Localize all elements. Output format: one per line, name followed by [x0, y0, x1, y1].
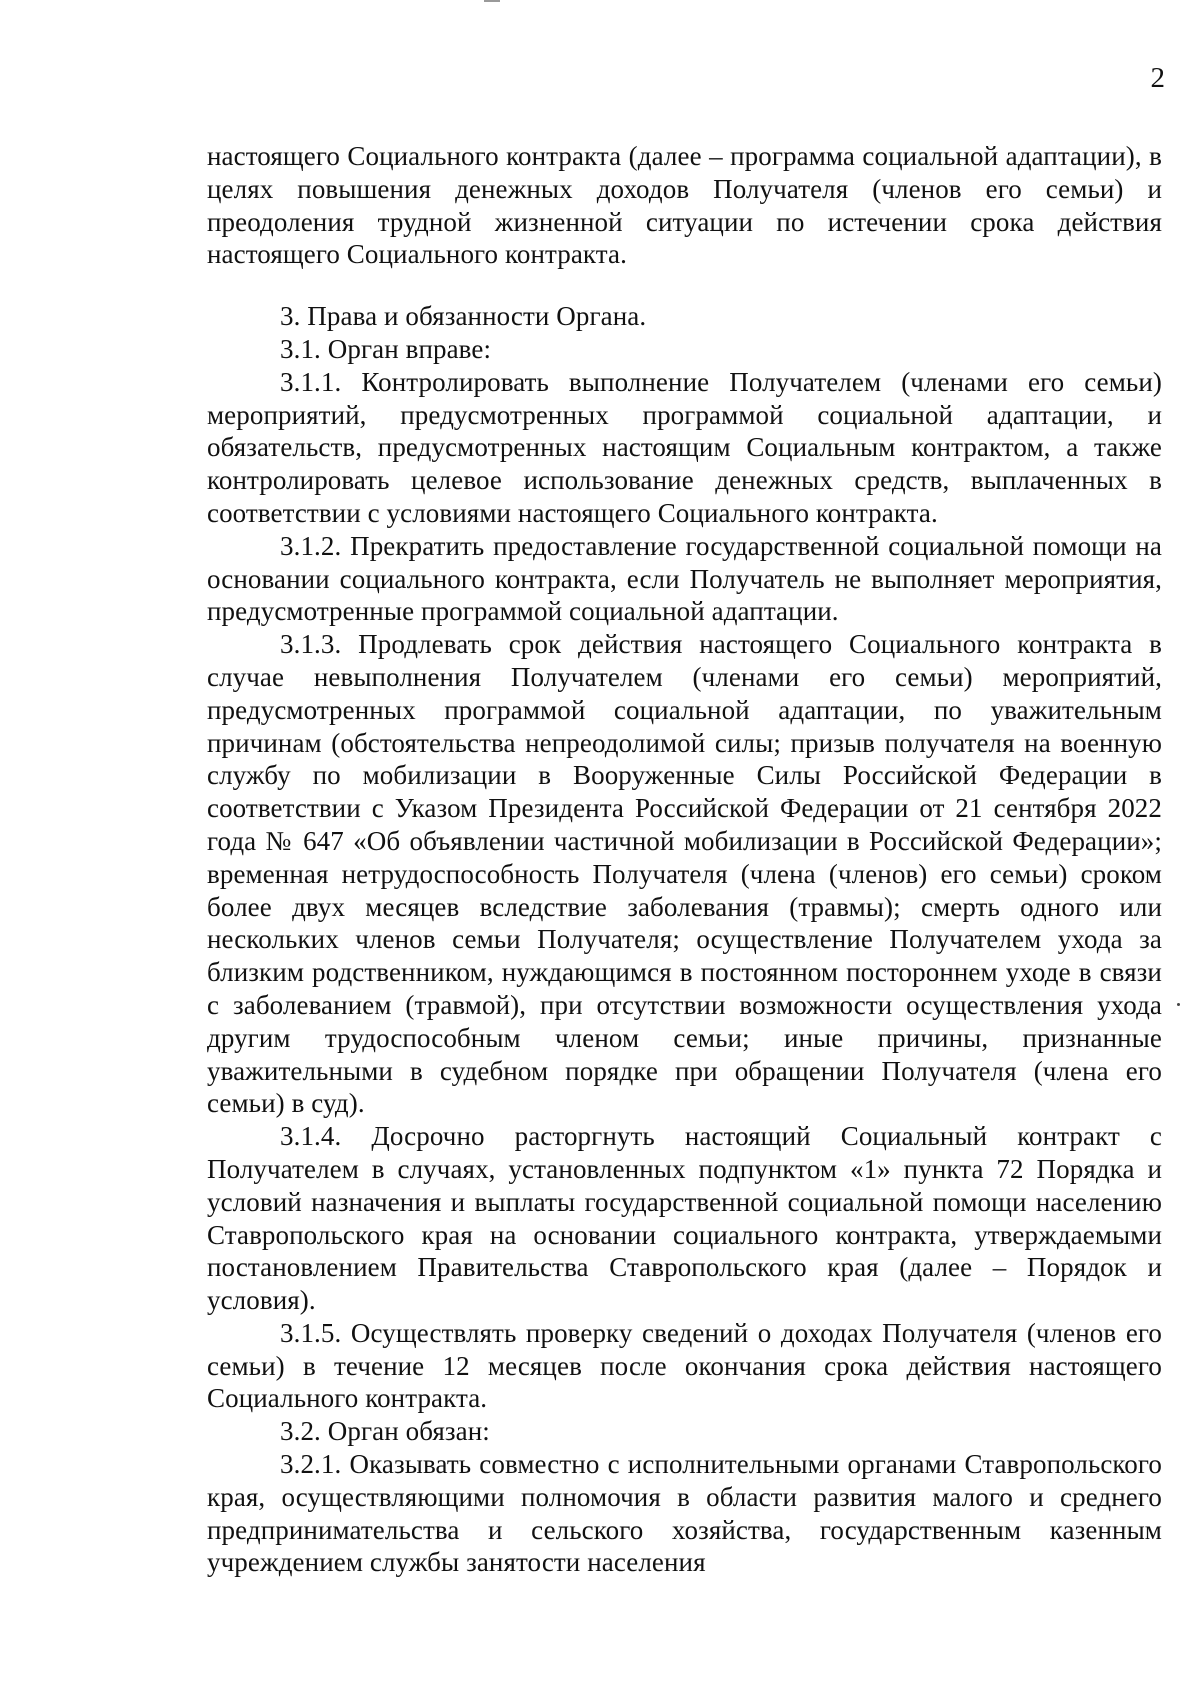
document-body — [207, 140, 1162, 1579]
section-heading-3: 3. Права и обязанности Органа. — [280, 301, 647, 332]
scan-mark — [484, 0, 500, 2]
clause-3-1-5: 3.1.5. Осуществлять проверку сведений о доходах Получателя (членов его семьи) в течение 12 месяцев после окончания срока действия настоящего Социального контракта. — [207, 1317, 1162, 1414]
paragraph-gap — [207, 271, 1162, 300]
scan-speck — [1177, 1003, 1180, 1006]
page-number: 2 — [1150, 62, 1165, 94]
clause-3-1-2: 3.1.2. Прекратить предоставление государственной социальной помощи на основании социального контракта, если Получатель не выполняет мероприятия, предусмотренные программой социальной адаптации. — [207, 530, 1162, 627]
clause-3-1-4: 3.1.4. Досрочно расторгнуть настоящий Социальный контракт с Получателем в случаях, установленных подпунктом «1» пункта 72 Порядка и условий назначения и выплаты государственной социальной помощи населению Ставропольского края на основании социального контракта, утверждаемыми постановлением Правительства Ставропольского края (далее – Порядок и условия). — [207, 1121, 1162, 1316]
subsection-heading-3-1: 3.1. Орган вправе: — [280, 333, 492, 364]
clause-3-1-1: 3.1.1. Контролировать выполнение Получателем (членами его семьи) мероприятий, предусмотренных программой социальной адаптации, и обязательств, предусмотренных настоящим Социальным контрактом, а также контролировать целевое использование денежных средств, выплаченных в соответствии с условиями настоящего Социального контракта. — [207, 366, 1162, 528]
subsection-heading-3-2: 3.2. Орган обязан: — [280, 1416, 490, 1447]
clause-3-2-1: 3.2.1. Оказывать совместно с исполнительными органами Ставропольского края, осуществляющими полномочия в области развития малого и среднего предпринимательства и сельского хозяйства, государственным казенным учреждением службы занятости населения — [207, 1449, 1162, 1578]
paragraph-continuation: настоящего Социального контракта (далее – программа социальной адаптации), в целях повышения денежных доходов Получателя (членов его семьи) и преодоления трудной жизненной ситуации по истечении срока действия настоящего Социального контракта. — [207, 141, 1162, 270]
clause-3-1-3: 3.1.3. Продлевать срок действия настоящего Социального контракта в случае невыполнения Получателем (членами его семьи) мероприятий, предусмотренных программой социальной адаптации, по уважительным причинам (обстоятельства непреодолимой силы; призыв получателя на военную службу по мобилизации в Вооруженные Силы Российской Федерации в соответствии с Указом Президента Российской Федерации от 21 сентября 2022 года № 647 «Об объявлении частичной мобилизации в Российской Федерации»; временная нетрудоспособность Получателя (члена (членов) его семьи) сроком более двух месяцев вследствие заболевания (травмы); смерть одного или нескольких членов семьи Получателя; осуществление Получателем ухода за близким родственником, нуждающимся в постоянном постороннем уходе в связи с заболеванием (травмой), при отсутствии возможности осуществления ухода другим трудоспособным членом семьи; иные причины, признанные уважительными в судебном порядке при обращении Получателя (члена его семьи) в суд). — [207, 629, 1162, 1119]
